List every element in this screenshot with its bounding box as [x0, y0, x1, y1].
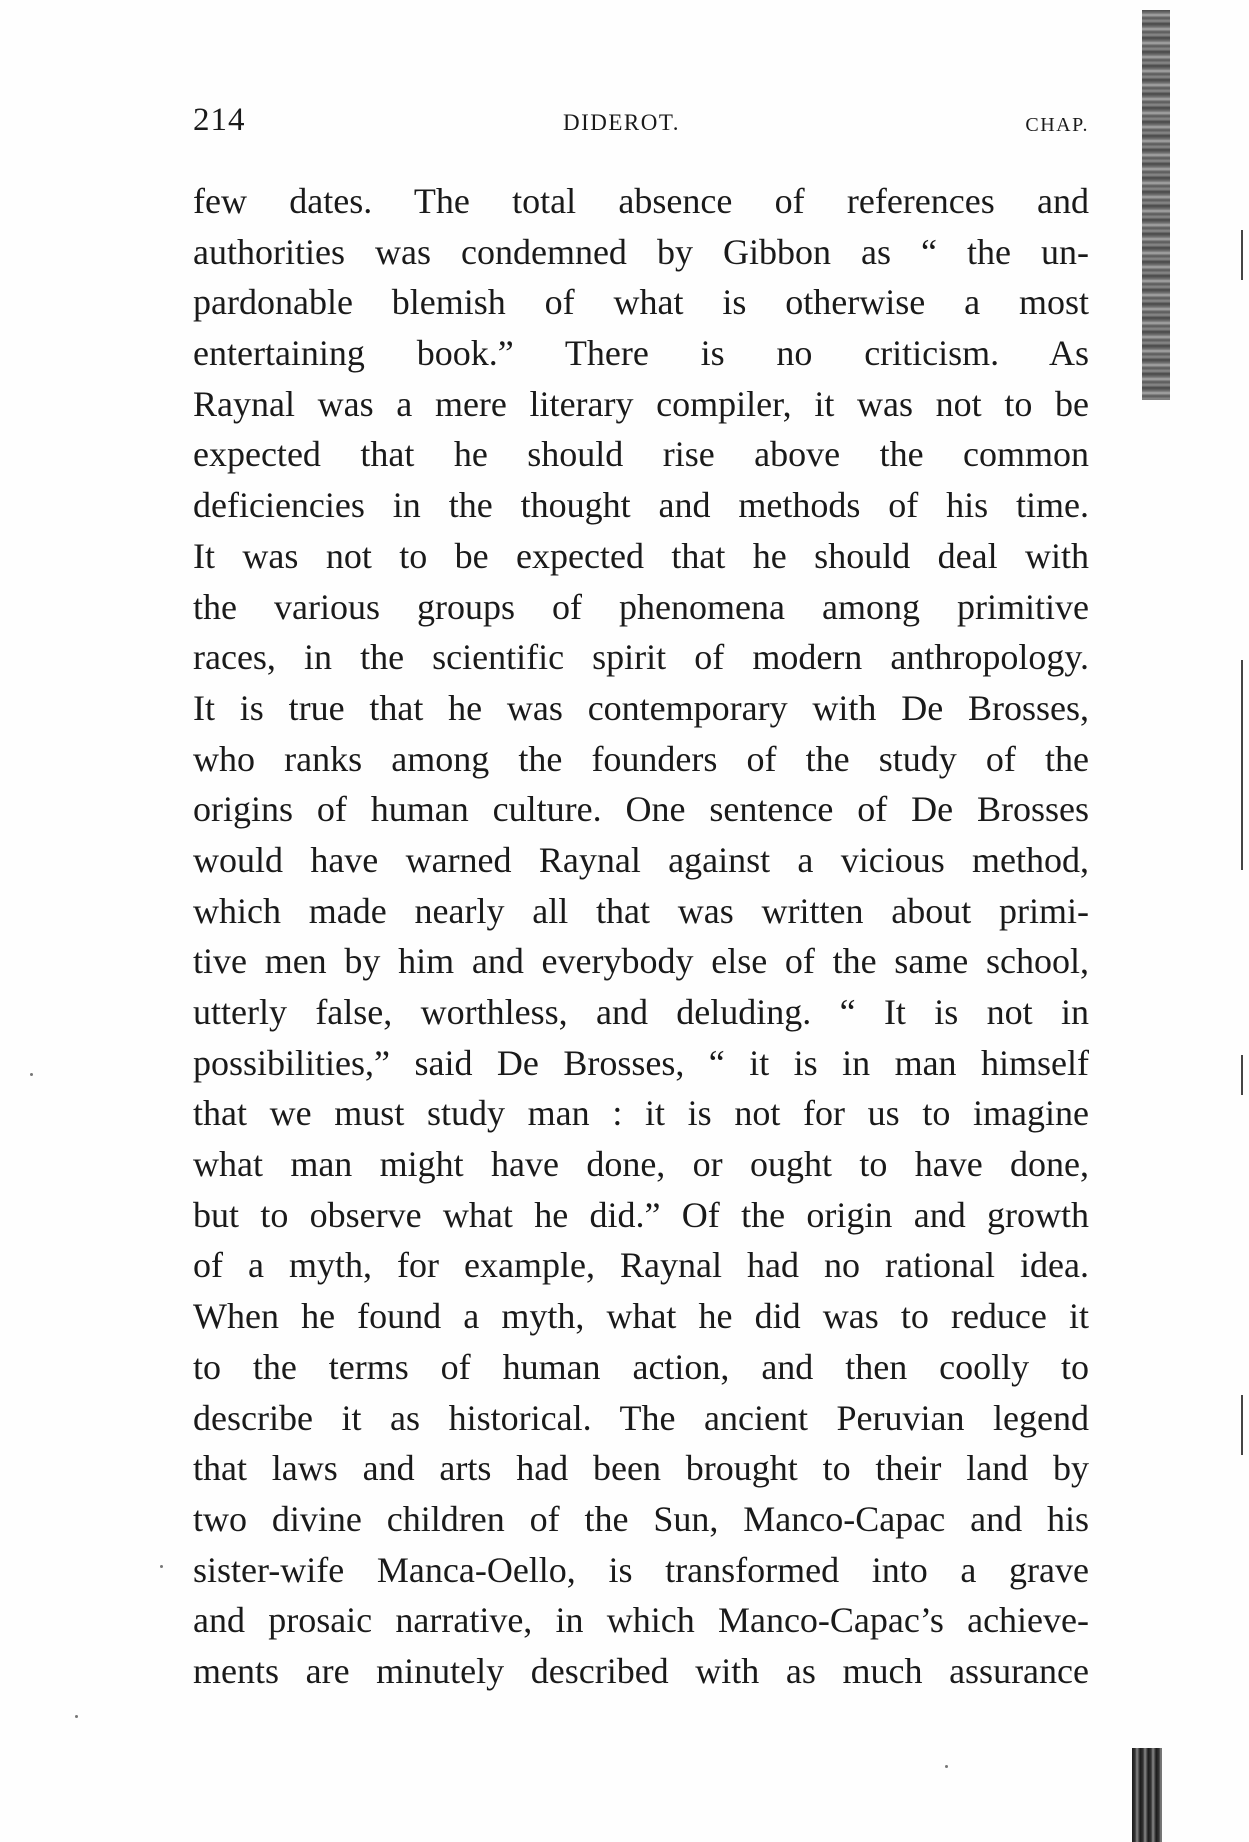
text-line: to the terms of human action, and then coolly to: [193, 1346, 1089, 1387]
text-line: ments are minutely described with as much assurance: [193, 1650, 1089, 1691]
text-line: origins of human culture. One sentence of De Brosses: [193, 789, 1089, 830]
text-line: who ranks among the founders of the study of the: [193, 738, 1089, 779]
text-line: two divine children of the Sun, Manco-Capac and his: [193, 1498, 1089, 1539]
page-header: [193, 102, 1089, 142]
scan-speck: [30, 1073, 33, 1076]
text-line: expected that he should rise above the common: [193, 434, 1089, 475]
scan-edge-line: [1241, 230, 1243, 280]
text-line: Raynal was a mere literary compiler, it was not to be: [193, 383, 1089, 424]
text-line: authorities was condemned by Gibbon as “ the un-: [193, 231, 1089, 272]
scan-speck: [160, 1565, 163, 1568]
text-line: that we must study man : it is not for us to imagine: [193, 1093, 1089, 1134]
text-line: possibilities,” said De Brosses, “ it is in man himself: [193, 1042, 1089, 1083]
text-line: entertaining book.” There is no criticism. As: [193, 333, 1089, 374]
text-line: races, in the scientific spirit of modern anthropology.: [193, 637, 1089, 678]
running-head: DIDEROT.: [563, 110, 680, 135]
text-line: deficiencies in the thought and methods of his time.: [193, 485, 1089, 526]
text-line: the various groups of phenomena among primitive: [193, 586, 1089, 627]
text-line: and prosaic narrative, in which Manco-Capac’s achieve-: [193, 1600, 1089, 1641]
text-line: what man might have done, or ought to have done,: [193, 1144, 1089, 1185]
body-text: [193, 176, 1089, 1697]
text-line: describe it as historical. The ancient Peruvian legend: [193, 1397, 1089, 1438]
text-line: but to observe what he did.” Of the origin and growth: [193, 1194, 1089, 1235]
text-line: pardonable blemish of what is otherwise a most: [193, 282, 1089, 323]
scan-edge-artifact-bottom: [1132, 1748, 1162, 1842]
text-line: tive men by him and everybody else of the same school,: [193, 941, 1089, 982]
text-line: that laws and arts had been brought to their land by: [193, 1448, 1089, 1489]
text-line: It is true that he was contemporary with De Brosses,: [193, 687, 1089, 728]
text-line: which made nearly all that was written about primi-: [193, 890, 1089, 931]
scan-edge-line: [1241, 660, 1243, 870]
text-line: It was not to be expected that he should deal with: [193, 535, 1089, 576]
text-line: sister-wife Manca-Oello, is transformed into a grave: [193, 1549, 1089, 1590]
scan-speck: [945, 1765, 948, 1768]
scan-edge-line: [1241, 1395, 1243, 1455]
text-line: few dates. The total absence of references and: [193, 181, 1089, 221]
scan-edge-artifact-top: [1142, 10, 1170, 400]
scan-edge-line: [1241, 1055, 1243, 1095]
page-number: 214: [193, 102, 246, 138]
text-line: When he found a myth, what he did was to reduce it: [193, 1296, 1089, 1337]
text-line: would have warned Raynal against a vicious method,: [193, 839, 1089, 880]
scan-speck: [75, 1715, 78, 1718]
text-line: utterly false, worthless, and deluding. “ It is not in: [193, 992, 1089, 1032]
text-line: of a myth, for example, Raynal had no rational idea.: [193, 1245, 1089, 1286]
chapter-mark: CHAP.: [1025, 114, 1089, 136]
